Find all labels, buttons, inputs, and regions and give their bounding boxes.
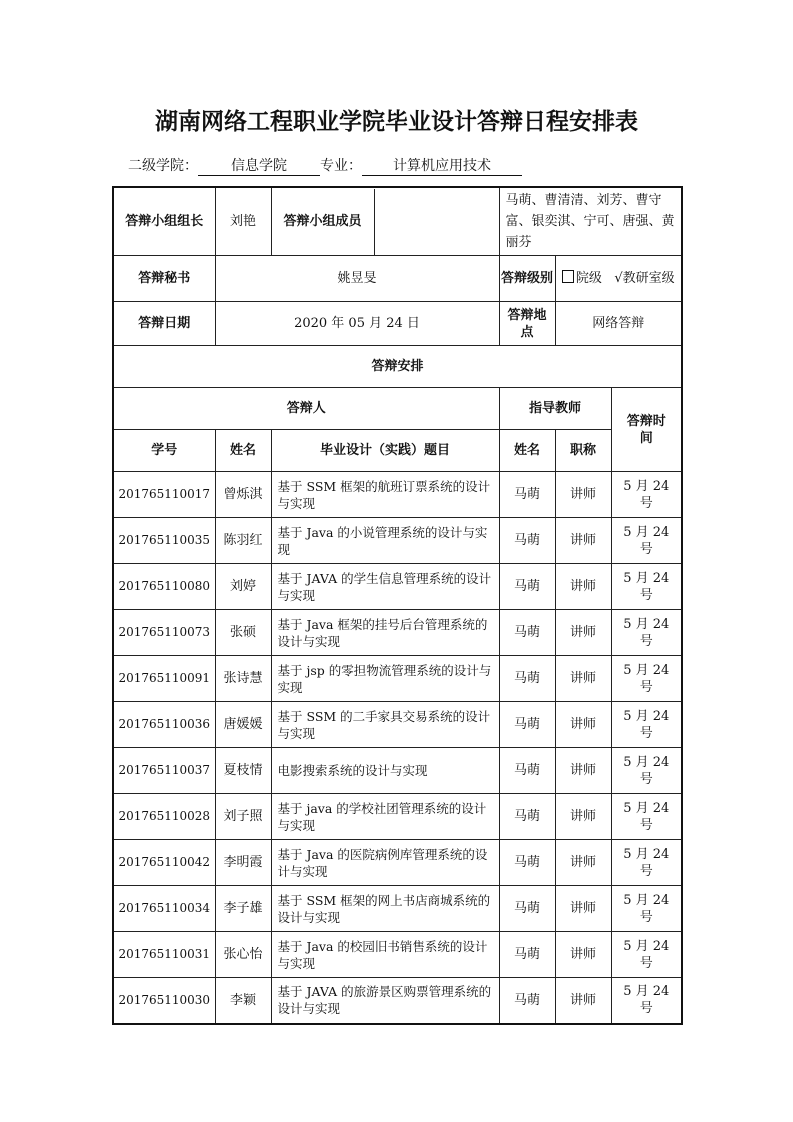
student-name: 李子雄 (215, 886, 271, 932)
col-topic-header: 毕业设计（实践）题目 (271, 430, 499, 472)
department-line (128, 155, 522, 176)
section-row (113, 346, 682, 388)
thesis-topic: 基于 SSM 框架的航班订票系统的设计与实现 (271, 472, 499, 518)
advisor-title: 讲师 (555, 794, 611, 840)
major-label: 专业： (320, 158, 362, 174)
thesis-topic: 基于 java 的学校社团管理系统的设计与实现 (271, 794, 499, 840)
student-name: 李明霞 (215, 840, 271, 886)
advisor-name: 马萌 (499, 748, 555, 794)
defense-time: 5 月 24 号 (611, 702, 682, 748)
column-header-row (113, 430, 682, 472)
student-name: 刘子照 (215, 794, 271, 840)
members-label: 答辩小组成员 (272, 189, 375, 255)
table-row (113, 564, 682, 610)
student-id: 201765110073 (113, 610, 215, 656)
student-id: 201765110028 (113, 794, 215, 840)
advisor-name: 马萌 (499, 702, 555, 748)
level-value (555, 256, 682, 302)
advisor-name: 马萌 (499, 610, 555, 656)
thesis-topic: 基于 Java 的医院病例库管理系统的设计与实现 (271, 840, 499, 886)
thesis-topic: 基于 Java 的小说管理系统的设计与实现 (271, 518, 499, 564)
advisor-name: 马萌 (499, 518, 555, 564)
student-name: 张心怡 (215, 932, 271, 978)
student-name: 夏枝情 (215, 748, 271, 794)
advisor-name: 马萌 (499, 564, 555, 610)
advisor-title: 讲师 (555, 518, 611, 564)
schedule-rows (113, 472, 682, 1024)
student-id: 201765110035 (113, 518, 215, 564)
table-row (113, 978, 682, 1024)
college-value: 信息学院 (198, 158, 320, 176)
student-id: 201765110037 (113, 748, 215, 794)
student-name: 张硕 (215, 610, 271, 656)
defense-time: 5 月 24 号 (611, 656, 682, 702)
advisor-title: 讲师 (555, 748, 611, 794)
thesis-topic: 基于 Java 的校园旧书销售系统的设计与实现 (271, 932, 499, 978)
student-name: 唐媛媛 (215, 702, 271, 748)
advisor-name: 马萌 (499, 932, 555, 978)
student-name: 刘婷 (215, 564, 271, 610)
col-id-header: 学号 (113, 430, 215, 472)
thesis-topic: 基于 SSM 框架的网上书店商城系统的设计与实现 (271, 886, 499, 932)
secretary-label: 答辩秘书 (113, 256, 215, 302)
page-title: 湖南网络工程职业学院毕业设计答辩日程安排表 (155, 109, 638, 135)
thesis-topic: 基于 jsp 的零担物流管理系统的设计与实现 (271, 656, 499, 702)
college-label: 二级学院： (128, 158, 198, 174)
table-row (113, 794, 682, 840)
advisor-name: 马萌 (499, 656, 555, 702)
defense-schedule-table (112, 186, 683, 1025)
advisor-title: 讲师 (555, 472, 611, 518)
level-checkbox-college (562, 270, 574, 283)
group-header-row (113, 388, 682, 430)
student-id: 201765110042 (113, 840, 215, 886)
advisor-title: 讲师 (555, 840, 611, 886)
leader-row (113, 187, 682, 256)
student-name: 李颖 (215, 978, 271, 1024)
defense-time: 5 月 24 号 (611, 472, 682, 518)
student-id: 201765110036 (113, 702, 215, 748)
advisor-title: 讲师 (555, 656, 611, 702)
table-row (113, 702, 682, 748)
table-row (113, 840, 682, 886)
advisor-title: 讲师 (555, 978, 611, 1024)
defense-time: 5 月 24 号 (611, 518, 682, 564)
student-name: 陈羽红 (215, 518, 271, 564)
time-header: 答辩时间 (611, 388, 682, 472)
student-group-header: 答辩人 (113, 388, 499, 430)
major-value: 计算机应用技术 (362, 158, 522, 176)
col-name-header: 姓名 (215, 430, 271, 472)
table-row (113, 472, 682, 518)
advisor-title: 讲师 (555, 610, 611, 656)
section-title: 答辩安排 (113, 346, 682, 388)
table-row (113, 748, 682, 794)
defense-time: 5 月 24 号 (611, 886, 682, 932)
advisor-title: 讲师 (555, 564, 611, 610)
members-label-cell (271, 187, 499, 256)
date-value: 2020 年 05 月 24 日 (215, 302, 499, 346)
date-row (113, 302, 682, 346)
defense-time: 5 月 24 号 (611, 978, 682, 1024)
defense-time: 5 月 24 号 (611, 748, 682, 794)
level-label-cell (499, 256, 555, 302)
table-row (113, 610, 682, 656)
advisor-title: 讲师 (555, 886, 611, 932)
col-advisor-title-header: 职称 (555, 430, 611, 472)
defense-time: 5 月 24 号 (611, 840, 682, 886)
student-id: 201765110017 (113, 472, 215, 518)
student-id: 201765110080 (113, 564, 215, 610)
student-name: 张诗慧 (215, 656, 271, 702)
thesis-topic: 基于 JAVA 的学生信息管理系统的设计与实现 (271, 564, 499, 610)
student-id: 201765110031 (113, 932, 215, 978)
table-row (113, 518, 682, 564)
table-row (113, 886, 682, 932)
col-advisor-name-header: 姓名 (499, 430, 555, 472)
date-label: 答辩日期 (113, 302, 215, 346)
secretary-value: 姚昱旻 (215, 256, 499, 302)
thesis-topic: 基于 JAVA 的旅游景区购票管理系统的设计与实现 (271, 978, 499, 1024)
place-value: 网络答辩 (555, 302, 682, 346)
advisor-name: 马萌 (499, 886, 555, 932)
defense-time: 5 月 24 号 (611, 932, 682, 978)
defense-time: 5 月 24 号 (611, 564, 682, 610)
leader-label: 答辩小组组长 (113, 187, 215, 256)
level-label: 答辩级别 (500, 271, 553, 286)
level-option-dept: 教研室级 (622, 271, 675, 286)
members-value: 马萌、曹清清、刘芳、曹守富、银奕淇、宁可、唐强、黄丽芬 (499, 187, 682, 256)
advisor-name: 马萌 (499, 794, 555, 840)
student-id: 201765110034 (113, 886, 215, 932)
defense-time: 5 月 24 号 (611, 794, 682, 840)
advisor-name: 马萌 (499, 472, 555, 518)
table-row (113, 932, 682, 978)
student-id: 201765110091 (113, 656, 215, 702)
table-row (113, 656, 682, 702)
level-option-college: 院级 (575, 271, 602, 286)
leader-value: 刘艳 (215, 187, 271, 256)
thesis-topic: 基于 Java 框架的挂号后台管理系统的设计与实现 (271, 610, 499, 656)
student-name: 曾烁淇 (215, 472, 271, 518)
advisor-title: 讲师 (555, 932, 611, 978)
place-label: 答辩地点 (499, 302, 555, 346)
advisor-group-header: 指导教师 (499, 388, 611, 430)
defense-time: 5 月 24 号 (611, 610, 682, 656)
advisor-name: 马萌 (499, 840, 555, 886)
secretary-row (113, 256, 682, 302)
thesis-topic: 基于 SSM 的二手家具交易系统的设计与实现 (271, 702, 499, 748)
advisor-title: 讲师 (555, 702, 611, 748)
student-id: 201765110030 (113, 978, 215, 1024)
advisor-name: 马萌 (499, 978, 555, 1024)
thesis-topic: 电影搜索系统的设计与实现 (271, 748, 499, 794)
check-mark: √ (614, 271, 623, 286)
